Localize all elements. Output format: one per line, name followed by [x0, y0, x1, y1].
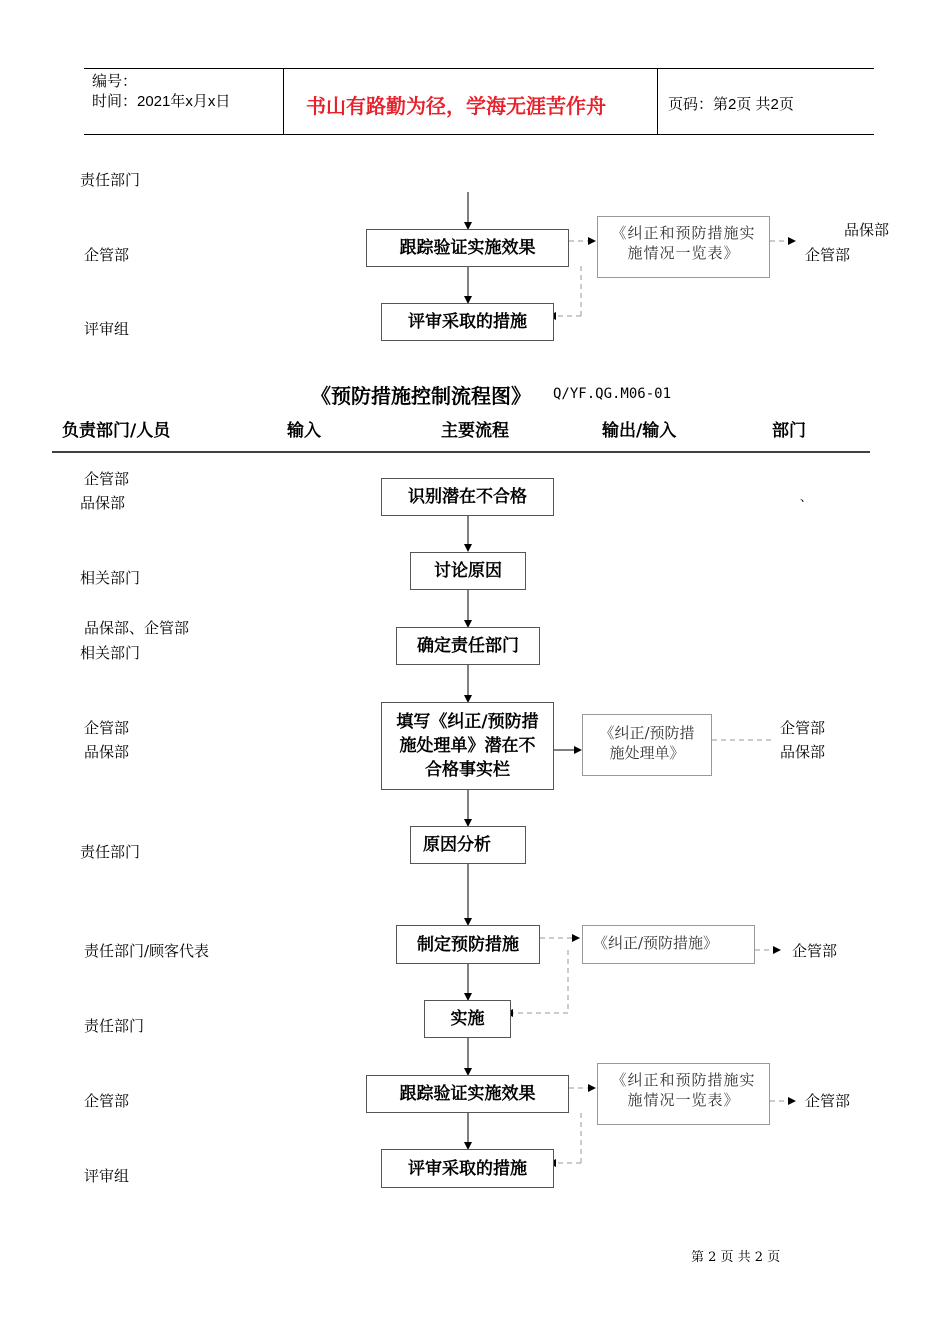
dept-label: 责任部门 [84, 1017, 145, 1035]
dept-label: 责任部门/顾客代表 [84, 942, 210, 960]
output-dept-label: 企管部 [792, 942, 838, 960]
dept-label: 相关部门 [80, 569, 141, 587]
dept-label: 品保部 [80, 494, 126, 512]
flow-step-fill-form: 填写《纠正/预防措施处理单》潜在不合格事实栏 [381, 702, 554, 790]
column-header-output: 输出/输入 [602, 421, 677, 441]
dashed-lines [513, 241, 796, 1163]
flow-step-define-preventive: 制定预防措施 [396, 925, 540, 964]
flow-step-implement: 实施 [424, 1000, 511, 1038]
flow-step-identify: 识别潜在不合格 [381, 478, 554, 516]
header-motto: 书山有路勤为径，学海无涯苦作舟 [306, 94, 606, 118]
doc-corrective-summary-table: 《纠正和预防措施实施情况一览表》 [597, 1063, 770, 1125]
flow-step-assign-dept: 确定责任部门 [396, 627, 540, 665]
column-header-input: 输入 [287, 421, 321, 441]
page-footer: 第 2 页 共 2 页 [691, 1250, 781, 1265]
flow-step-track-verify: 跟踪验证实施效果 [366, 229, 569, 267]
stray-mark: 、 [800, 490, 813, 504]
column-header-main-flow: 主要流程 [441, 421, 509, 441]
output-dept-label: 企管部 [805, 1092, 851, 1110]
flow-step-review-measures: 评审采取的措施 [381, 303, 554, 341]
dept-label: 企管部 [84, 246, 130, 264]
flow-step-review-measures: 评审采取的措施 [381, 1149, 554, 1188]
doc-corrective-preventive-form: 《纠正/预防措施处理单》 [582, 714, 712, 776]
flow-step-cause-analysis: 原因分析 [410, 826, 526, 864]
dept-label: 品保部、企管部 [84, 619, 190, 637]
chart-code: Q/YF.QG.M06-01 [553, 386, 672, 402]
dept-label: 企管部 [84, 719, 130, 737]
dept-label: 评审组 [84, 320, 130, 338]
dept-label: 企管部 [84, 470, 130, 488]
doc-corrective-preventive-measures: 《纠正/预防措施》 [582, 925, 755, 964]
dept-label: 企管部 [84, 1092, 130, 1110]
output-dept-label: 企管部 [780, 719, 826, 737]
dept-label: 相关部门 [80, 644, 141, 662]
page-number-label: 页码：第2页 共2页 [668, 96, 794, 113]
dept-label: 责任部门 [80, 171, 141, 189]
output-dept-label: 品保部 [844, 221, 890, 239]
dept-label: 责任部门 [80, 843, 141, 861]
doc-corrective-summary-table: 《纠正和预防措施实施情况一览表》 [597, 216, 770, 278]
dept-label: 品保部 [84, 743, 130, 761]
flow-step-discuss-causes: 讨论原因 [410, 552, 526, 590]
output-dept-label: 企管部 [805, 246, 851, 264]
chart-title: 《预防措施控制流程图》 [311, 384, 531, 408]
flow-step-track-verify: 跟踪验证实施效果 [366, 1075, 569, 1113]
document-date-label: 时间：2021年x月x日 [92, 93, 231, 110]
document-number-label: 编号： [92, 73, 138, 90]
output-dept-label: 品保部 [780, 743, 826, 761]
column-header-dept: 负责部门/人员 [62, 421, 171, 441]
dept-label: 评审组 [84, 1167, 130, 1185]
column-header-output-dept: 部门 [772, 421, 806, 441]
